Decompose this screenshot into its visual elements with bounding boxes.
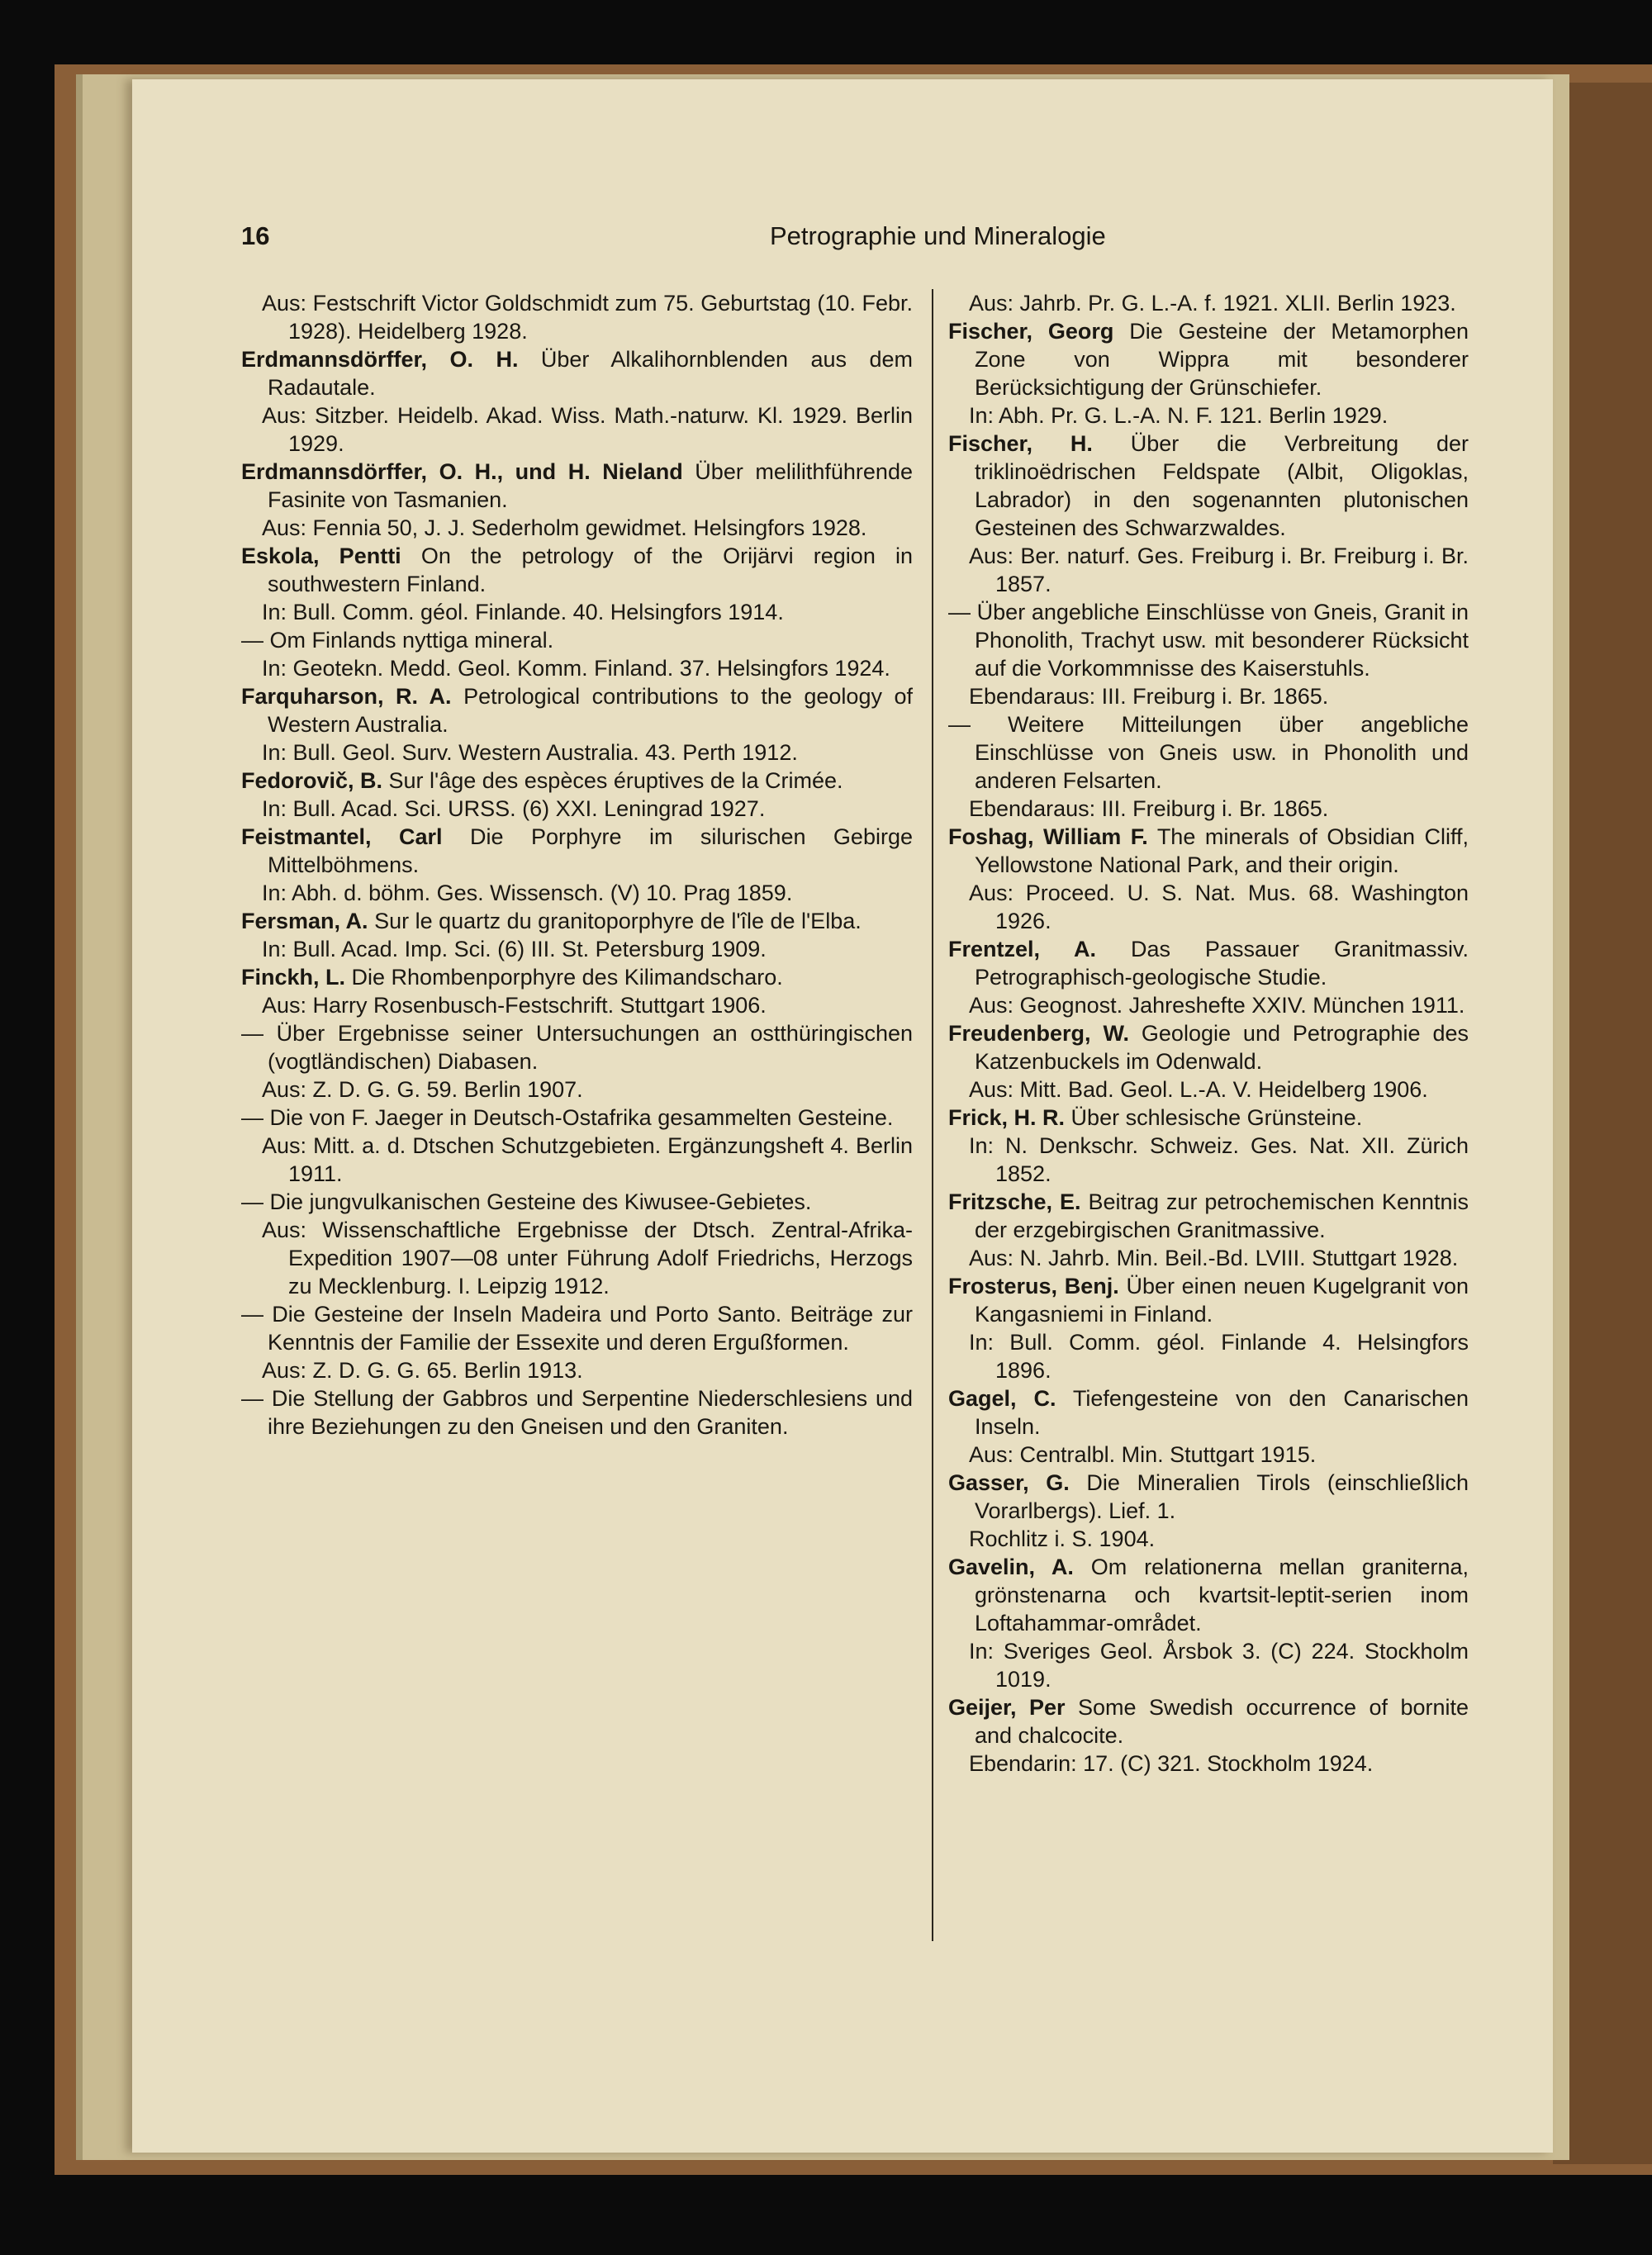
source-text: Aus: Z. D. G. G. 59. Berlin 1907.: [262, 1077, 583, 1102]
bibliography-entry: [241, 823, 913, 879]
bibliography-source: [948, 1525, 1469, 1553]
bibliography-entry: [948, 823, 1469, 879]
bibliography-source: [241, 1216, 913, 1300]
entry-author: Feistmantel, Carl: [241, 824, 443, 849]
bibliography-source: [241, 289, 913, 345]
bibliography-source: [948, 401, 1469, 430]
right-column: [948, 289, 1469, 1778]
bibliography-entry: [241, 1384, 913, 1441]
entry-title: Tiefengesteine von den Canarischen Inseln.: [975, 1386, 1469, 1439]
entry-author: Freudenberg, W.: [948, 1021, 1129, 1046]
entry-title: Über melilithführende Fasinite von Tasmanien.: [268, 459, 913, 512]
source-text: In: Abh. Pr. G. L.-A. N. F. 121. Berlin 1929.: [969, 403, 1389, 428]
bibliography-entry: [948, 598, 1469, 682]
bibliography-entry: [241, 767, 913, 795]
entry-title: Die Rhombenporphyre des Kilimandscharo.: [345, 965, 783, 990]
entry-title: Beitrag zur petrochemischen Kenntnis der erzgebirgischen Granitmassive.: [975, 1189, 1469, 1242]
bibliography-entry: [948, 1469, 1469, 1525]
entry-author: Fersman, A.: [241, 909, 368, 933]
entry-title: — Über angebliche Einschlüsse von Gneis, Granit in Phonolith, Trachyt usw. mit besonderer Rücksicht auf die Vorkommnisse des Kaiserstuhls.: [948, 600, 1469, 681]
entry-author: Finckh, L.: [241, 965, 346, 990]
entry-title: The minerals of Obsidian Cliff, Yellowstone National Park, and their origin.: [975, 824, 1469, 877]
bibliography-entry: [241, 682, 913, 738]
source-text: Aus: Jahrb. Pr. G. L.-A. f. 1921. XLII. Berlin 1923.: [969, 291, 1456, 316]
entry-author: Erdmannsdörffer, O. H., und H. Nieland: [241, 459, 683, 484]
entry-author: Fischer, Georg: [948, 319, 1114, 344]
entry-title: Über Alkalihornblenden aus dem Radautale.: [268, 347, 913, 400]
entry-author: Erdmannsdörffer, O. H.: [241, 347, 519, 372]
source-text: In: Bull. Comm. géol. Finlande 4. Helsingfors 1896.: [969, 1330, 1469, 1383]
source-text: Aus: Sitzber. Heidelb. Akad. Wiss. Math.-naturw. Kl. 1929. Berlin 1929.: [262, 403, 913, 456]
entry-author: Farquharson, R. A.: [241, 684, 452, 709]
bibliography-source: [241, 1075, 913, 1104]
bibliography-source: [948, 1441, 1469, 1469]
entry-title: Die Gesteine der Metamorphen Zone von Wippra mit besonderer Berücksichtigung der Grünschiefer.: [975, 319, 1469, 400]
source-text: Ebendarin: 17. (C) 321. Stockholm 1924.: [969, 1751, 1374, 1776]
bibliography-entry: [948, 1384, 1469, 1441]
running-head: [241, 221, 1480, 263]
bibliography-entry: [948, 1553, 1469, 1637]
entry-title: — Die Stellung der Gabbros und Serpentine Niederschlesiens und ihre Beziehungen zu den Gneisen und den Graniten.: [241, 1386, 913, 1439]
bibliography-source: [241, 991, 913, 1019]
entry-author: Fischer, H.: [948, 431, 1093, 456]
bibliography-source: [948, 682, 1469, 710]
entry-title: Petrological contributions to the geology of Western Australia.: [268, 684, 913, 737]
entry-title: — Die jungvulkanischen Gesteine des Kiwusee-Gebietes.: [241, 1189, 812, 1214]
bibliography-entry: [241, 458, 913, 514]
entry-title: — Die von F. Jaeger in Deutsch-Ostafrika gesammelten Gesteine.: [241, 1105, 894, 1130]
bibliography-entry: [948, 1693, 1469, 1749]
source-text: Aus: Wissenschaftliche Ergebnisse der Dtsch. Zentral-Afrika-Expedition 1907—08 unter Führung Adolf Friedrichs, Herzogs zu Mecklenburg. I. Leipzig 1912.: [262, 1218, 913, 1298]
bibliography-source: [241, 879, 913, 907]
bibliography-source: [948, 1244, 1469, 1272]
source-text: In: Bull. Acad. Imp. Sci. (6) III. St. Petersburg 1909.: [262, 937, 767, 961]
bibliography-entry: [948, 1019, 1469, 1075]
running-title: Petrographie und Mineralogie: [770, 221, 1106, 250]
source-text: Aus: Mitt. Bad. Geol. L.-A. V. Heidelberg 1906.: [969, 1077, 1428, 1102]
bibliography-entry: [241, 626, 913, 654]
entry-title: Om relationerna mellan graniterna, grönstenarna och kvartsit-leptit-serien inom Loftahammar-området.: [975, 1555, 1469, 1635]
bibliography-source: [241, 598, 913, 626]
source-text: Ebendaraus: III. Freiburg i. Br. 1865.: [969, 796, 1329, 821]
bibliography-source: [241, 738, 913, 767]
bibliography-source: [241, 795, 913, 823]
entry-title: Über einen neuen Kugelgranit von Kangasniemi in Finland.: [975, 1274, 1469, 1327]
entry-author: Gasser, G.: [948, 1470, 1070, 1495]
entry-title: Sur le quartz du granitoporphyre de l'île de l'Elba.: [368, 909, 862, 933]
bibliography-source: [241, 1132, 913, 1188]
bibliography-source: [241, 654, 913, 682]
source-text: Aus: Z. D. G. G. 65. Berlin 1913.: [262, 1358, 583, 1383]
entry-author: Eskola, Pentti: [241, 544, 401, 568]
entry-title: Some Swedish occurrence of bornite and chalcocite.: [975, 1695, 1469, 1748]
bibliography-source: [948, 1749, 1469, 1778]
source-text: Aus: Centralbl. Min. Stuttgart 1915.: [969, 1442, 1317, 1467]
entry-author: Geijer, Per: [948, 1695, 1066, 1720]
book-page: [132, 79, 1553, 2153]
source-text: Rochlitz i. S. 1904.: [969, 1526, 1156, 1551]
source-text: Aus: Festschrift Victor Goldschmidt zum 75. Geburtstag (10. Febr. 1928). Heidelberg 1928.: [262, 291, 913, 344]
bibliography-source: [241, 514, 913, 542]
bibliography-source: [948, 795, 1469, 823]
source-text: Aus: Mitt. a. d. Dtschen Schutzgebieten. Ergänzungsheft 4. Berlin 1911.: [262, 1133, 913, 1186]
bibliography-entry: [948, 710, 1469, 795]
source-text: Ebendaraus: III. Freiburg i. Br. 1865.: [969, 684, 1329, 709]
bibliography-entry: [241, 1104, 913, 1132]
entry-author: Fritzsche, E.: [948, 1189, 1081, 1214]
entry-title: Über die Verbreitung der triklinoëdrischen Feldspate (Albit, Oligoklas, Labrador) in den sogenannten plutonischen Gesteinen des Schwarzwaldes.: [975, 431, 1469, 540]
entry-title: Das Passauer Granitmassiv. Petrographisch-geologische Studie.: [975, 937, 1469, 990]
bibliography-entry: [948, 1188, 1469, 1244]
source-text: Aus: Geognost. Jahreshefte XXIV. München 1911.: [969, 993, 1465, 1018]
source-text: Aus: Proceed. U. S. Nat. Mus. 68. Washington 1926.: [969, 881, 1469, 933]
bibliography-source: [241, 401, 913, 458]
bibliography-source: [948, 1328, 1469, 1384]
bibliography-entry: [948, 1104, 1469, 1132]
bibliography-source: [948, 542, 1469, 598]
entry-title: Über schlesische Grünsteine.: [1065, 1105, 1363, 1130]
bibliography-entry: [241, 907, 913, 935]
source-text: Aus: Fennia 50, J. J. Sederholm gewidmet. Helsingfors 1928.: [262, 515, 867, 540]
bibliography-entry: [948, 935, 1469, 991]
entry-title: — Om Finlands nyttiga mineral.: [241, 628, 554, 653]
entry-title: Sur l'âge des espèces éruptives de la Crimée.: [382, 768, 843, 793]
column-divider: [932, 289, 933, 1941]
bibliography-source: [948, 1075, 1469, 1104]
entry-author: Frick, H. R.: [948, 1105, 1066, 1130]
source-text: In: Geotekn. Medd. Geol. Komm. Finland. 37. Helsingfors 1924.: [262, 656, 890, 681]
entry-author: Fedorovič, B.: [241, 768, 383, 793]
entry-author: Frosterus, Benj.: [948, 1274, 1119, 1298]
bibliography-entry: [241, 1300, 913, 1356]
entry-title: — Über Ergebnisse seiner Untersuchungen an ostthüringischen (vogtländischen) Diabasen.: [241, 1021, 913, 1074]
entry-title: Die Mineralien Tirols (einschließlich Vorarlbergs). Lief. 1.: [975, 1470, 1469, 1523]
page-number: 16: [241, 221, 270, 250]
bibliography-entry: [241, 963, 913, 991]
source-text: In: Bull. Comm. géol. Finlande. 40. Helsingfors 1914.: [262, 600, 784, 624]
source-text: Aus: Harry Rosenbusch-Festschrift. Stuttgart 1906.: [262, 993, 767, 1018]
bibliography-entry: [241, 345, 913, 401]
source-text: In: Bull. Geol. Surv. Western Australia. 43. Perth 1912.: [262, 740, 798, 765]
bibliography-entry: [948, 317, 1469, 401]
entry-title: Geologie und Petrographie des Katzenbuckels im Odenwald.: [975, 1021, 1469, 1074]
bibliography-source: [948, 1637, 1469, 1693]
entry-author: Gagel, C.: [948, 1386, 1056, 1411]
source-text: Aus: Ber. naturf. Ges. Freiburg i. Br. Freiburg i. Br. 1857.: [969, 544, 1469, 596]
source-text: In: Sveriges Geol. Årsbok 3. (C) 224. Stockholm 1019.: [969, 1639, 1469, 1692]
bibliography-entry: [241, 542, 913, 598]
entry-title: Die Porphyre im silurischen Gebirge Mittelböhmens.: [268, 824, 913, 877]
bibliography-entry: [241, 1019, 913, 1075]
source-text: Aus: N. Jahrb. Min. Beil.-Bd. LVIII. Stuttgart 1928.: [969, 1246, 1459, 1270]
entry-author: Foshag, William F.: [948, 824, 1148, 849]
source-text: In: Bull. Acad. Sci. URSS. (6) XXI. Leningrad 1927.: [262, 796, 766, 821]
bibliography-source: [948, 1132, 1469, 1188]
source-text: In: N. Denkschr. Schweiz. Ges. Nat. XII. Zürich 1852.: [969, 1133, 1469, 1186]
entry-title: — Weitere Mitteilungen über angebliche Einschlüsse von Gneis usw. in Phonolith und anderen Felsarten.: [948, 712, 1469, 793]
bibliography-entry: [948, 1272, 1469, 1328]
entry-author: Gavelin, A.: [948, 1555, 1074, 1579]
entry-title: On the petrology of the Orijärvi region in southwestern Finland.: [268, 544, 913, 596]
bibliography-source: [948, 879, 1469, 935]
bibliography-entry: [948, 430, 1469, 542]
entry-title: — Die Gesteine der Inseln Madeira und Porto Santo. Beiträge zur Kenntnis der Familie der Essexite und deren Ergußformen.: [241, 1302, 913, 1355]
bibliography-source: [241, 1356, 913, 1384]
bibliography-source: [948, 991, 1469, 1019]
bibliography-source: [948, 289, 1469, 317]
left-column: [241, 289, 913, 1441]
entry-author: Frentzel, A.: [948, 937, 1096, 961]
bibliography-source: [241, 935, 913, 963]
source-text: In: Abh. d. böhm. Ges. Wissensch. (V) 10. Prag 1859.: [262, 881, 793, 905]
bibliography-entry: [241, 1188, 913, 1216]
